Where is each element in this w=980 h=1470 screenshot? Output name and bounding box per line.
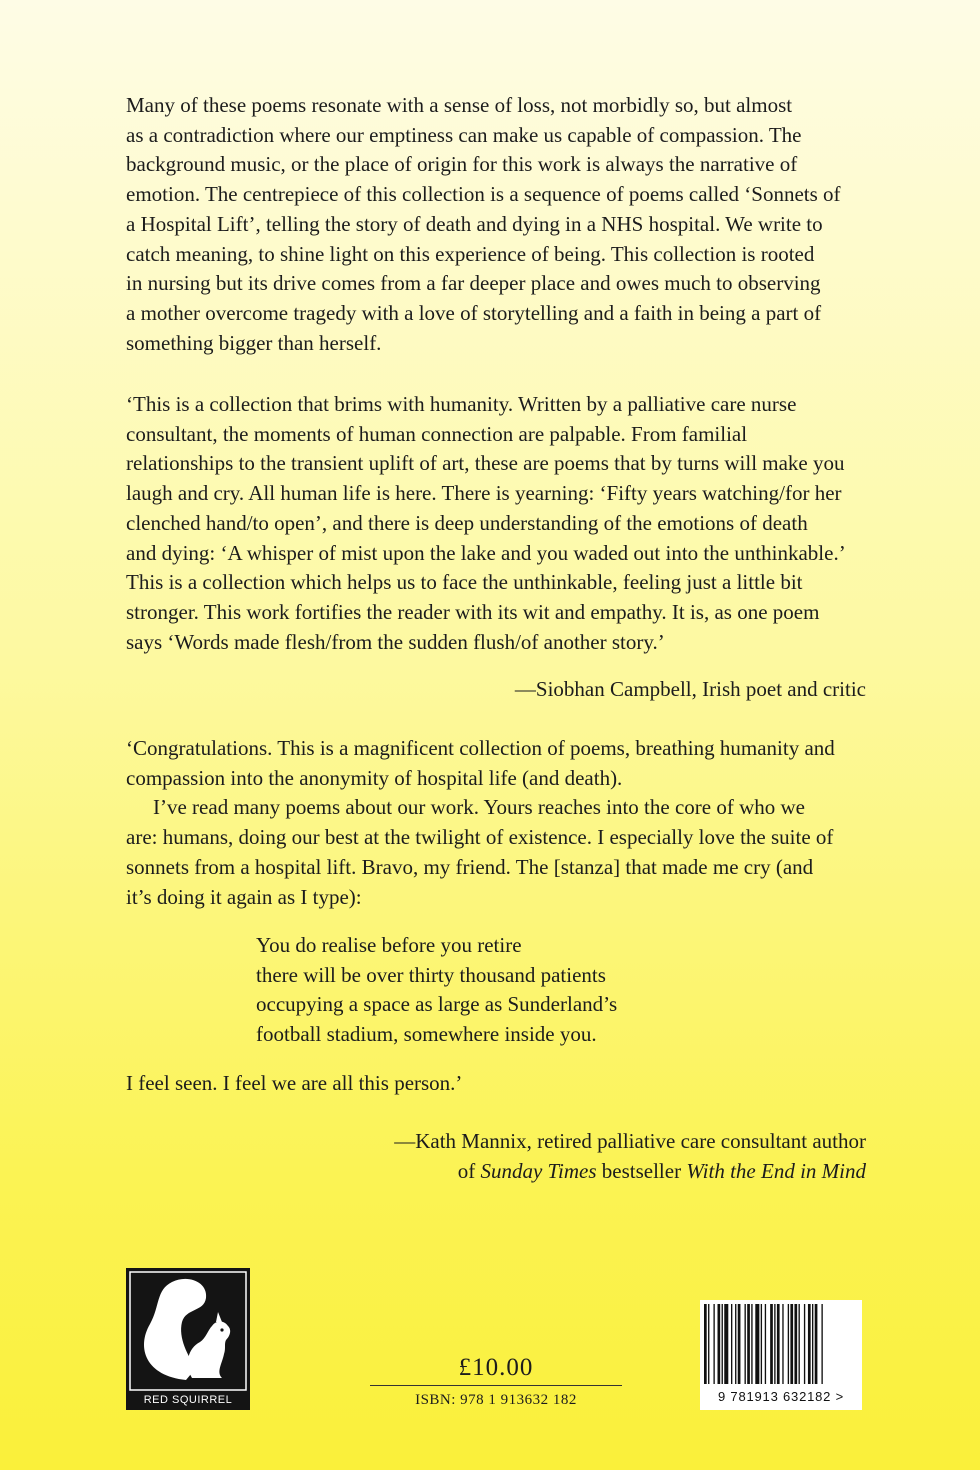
barcode-bar bbox=[718, 1304, 721, 1384]
review-mannix bbox=[126, 734, 886, 912]
blurb-line: in nursing but its drive comes from a far deeper place and owes much to observing bbox=[126, 271, 821, 296]
price: £10.00 bbox=[458, 1354, 534, 1381]
review-campbell bbox=[126, 390, 886, 657]
squirrel-icon bbox=[126, 1268, 250, 1392]
barcode-bar bbox=[788, 1304, 789, 1384]
barcode-bar bbox=[745, 1304, 746, 1384]
isbn: ISBN: 978 1 913632 182 bbox=[415, 1392, 577, 1408]
barcode-bar bbox=[821, 1304, 822, 1384]
barcode-bar bbox=[755, 1304, 759, 1384]
barcode-bar bbox=[735, 1304, 736, 1384]
barcode-bar bbox=[799, 1304, 800, 1384]
attribution-mannix bbox=[394, 1127, 866, 1186]
barcode-bar bbox=[751, 1304, 752, 1384]
review-line: ‘This is a collection that brims with humanity. Written by a palliative care nurse bbox=[126, 392, 797, 416]
review-line: stronger. This work fortifies the reader with its wit and empathy. It is, as one poem bbox=[126, 599, 820, 624]
blurb-line: emotion. The centrepiece of this collection is a sequence of poems called ‘Sonnets of bbox=[126, 182, 841, 207]
barcode-bar bbox=[713, 1304, 714, 1384]
attribution-mid: bestseller bbox=[596, 1158, 687, 1183]
publisher-logo bbox=[126, 1268, 250, 1410]
quoted-stanza bbox=[256, 931, 617, 1050]
stanza-line: football stadium, somewhere inside you. bbox=[256, 1022, 597, 1047]
barcode-bar bbox=[724, 1304, 728, 1384]
attribution-campbell: —Siobhan Campbell, Irish poet and critic bbox=[514, 677, 866, 701]
stanza-line: there will be over thirty thousand patients bbox=[256, 962, 606, 987]
barcode-bar bbox=[731, 1304, 732, 1384]
stanza-line: You do realise before you retire bbox=[256, 933, 522, 957]
blurb-line: something bigger than herself. bbox=[126, 330, 382, 355]
review-line: I’ve read many poems about our work. Yours reaches into the core of who we bbox=[153, 795, 805, 820]
barcode-digits: 9 781913 632182 > bbox=[717, 1389, 845, 1404]
barcode-bar bbox=[794, 1304, 797, 1384]
review-closing: I feel seen. I feel we are all this person.’ bbox=[126, 1071, 463, 1095]
review-line: says ‘Words made flesh/from the sudden flush/of another story.’ bbox=[126, 629, 665, 654]
barcode-bar bbox=[704, 1304, 707, 1384]
review-line: laugh and cry. All human life is here. There is yearning: ‘Fifty years watching/for her bbox=[126, 481, 842, 506]
blurb-line: background music, or the place of origin for this work is always the narrative of bbox=[126, 152, 798, 177]
barcode-bar bbox=[774, 1304, 775, 1384]
blurb-line: Many of these poems resonate with a sense of loss, not morbidly so, but almost bbox=[126, 93, 793, 117]
barcode-bar bbox=[777, 1304, 780, 1384]
review-line: ‘Congratulations. This is a magnificent collection of poems, breathing humanity and bbox=[126, 736, 835, 760]
publisher-name: RED SQUIRREL bbox=[143, 1394, 233, 1406]
review-line: compassion into the anonymity of hospital life (and death). bbox=[126, 765, 623, 790]
review-line: and dying: ‘A whisper of mist upon the lake and you waded out into the unthinkable.’ bbox=[126, 540, 846, 565]
newspaper-title: Sunday Times bbox=[480, 1158, 597, 1183]
barcode-bar bbox=[708, 1304, 709, 1384]
barcode-bar bbox=[738, 1304, 741, 1384]
attribution-line: —Kath Mannix, retired palliative care consultant author bbox=[394, 1129, 866, 1153]
barcode-bar bbox=[812, 1304, 813, 1384]
review-line: clenched hand/to open’, and there is deep understanding of the emotions of death bbox=[126, 510, 808, 535]
barcode-bar bbox=[808, 1304, 811, 1384]
barcode-bars bbox=[700, 1300, 862, 1392]
barcode-bar bbox=[804, 1304, 805, 1384]
barcode-bar bbox=[747, 1304, 750, 1384]
attribution-of: of bbox=[457, 1158, 481, 1183]
stanza-line: occupying a space as large as Sunderland’s bbox=[256, 992, 618, 1017]
blurb-line: catch meaning, to shine light on this experience of being. This collection is rooted bbox=[126, 241, 815, 266]
barcode-bar bbox=[770, 1304, 773, 1384]
blurb-line: a mother overcome tragedy with a love of storytelling and a faith in being a part of bbox=[126, 300, 822, 325]
book-title: With the End in Mind bbox=[686, 1158, 866, 1183]
divider bbox=[370, 1385, 622, 1386]
barcode-bar bbox=[782, 1304, 783, 1384]
barcode-bar bbox=[761, 1304, 762, 1384]
review-line: This is a collection which helps us to face the unthinkable, feeling just a little bit bbox=[126, 570, 803, 595]
barcode-bar bbox=[722, 1304, 723, 1384]
blurb-line: a Hospital Lift’, telling the story of death and dying in a NHS hospital. We write to bbox=[126, 211, 823, 236]
review-line: are: humans, doing our best at the twilight of existence. I especially love the suite of bbox=[126, 825, 834, 850]
review-line: consultant, the moments of human connection are palpable. From familial bbox=[126, 421, 748, 446]
barcode-bar bbox=[790, 1304, 793, 1384]
blurb-line: as a contradiction where our emptiness can make us capable of compassion. The bbox=[126, 122, 802, 147]
blurb-paragraph bbox=[126, 91, 886, 358]
review-line: it’s doing it again as I type): bbox=[126, 884, 362, 909]
review-line: relationships to the transient uplift of art, these are poems that by turns will make you bbox=[126, 451, 845, 476]
barcode-bar bbox=[765, 1304, 766, 1384]
attribution-line bbox=[394, 1157, 866, 1187]
review-line: sonnets from a hospital lift. Bravo, my friend. The [stanza] that made me cry (and bbox=[126, 854, 814, 879]
barcode-bar bbox=[815, 1304, 818, 1384]
